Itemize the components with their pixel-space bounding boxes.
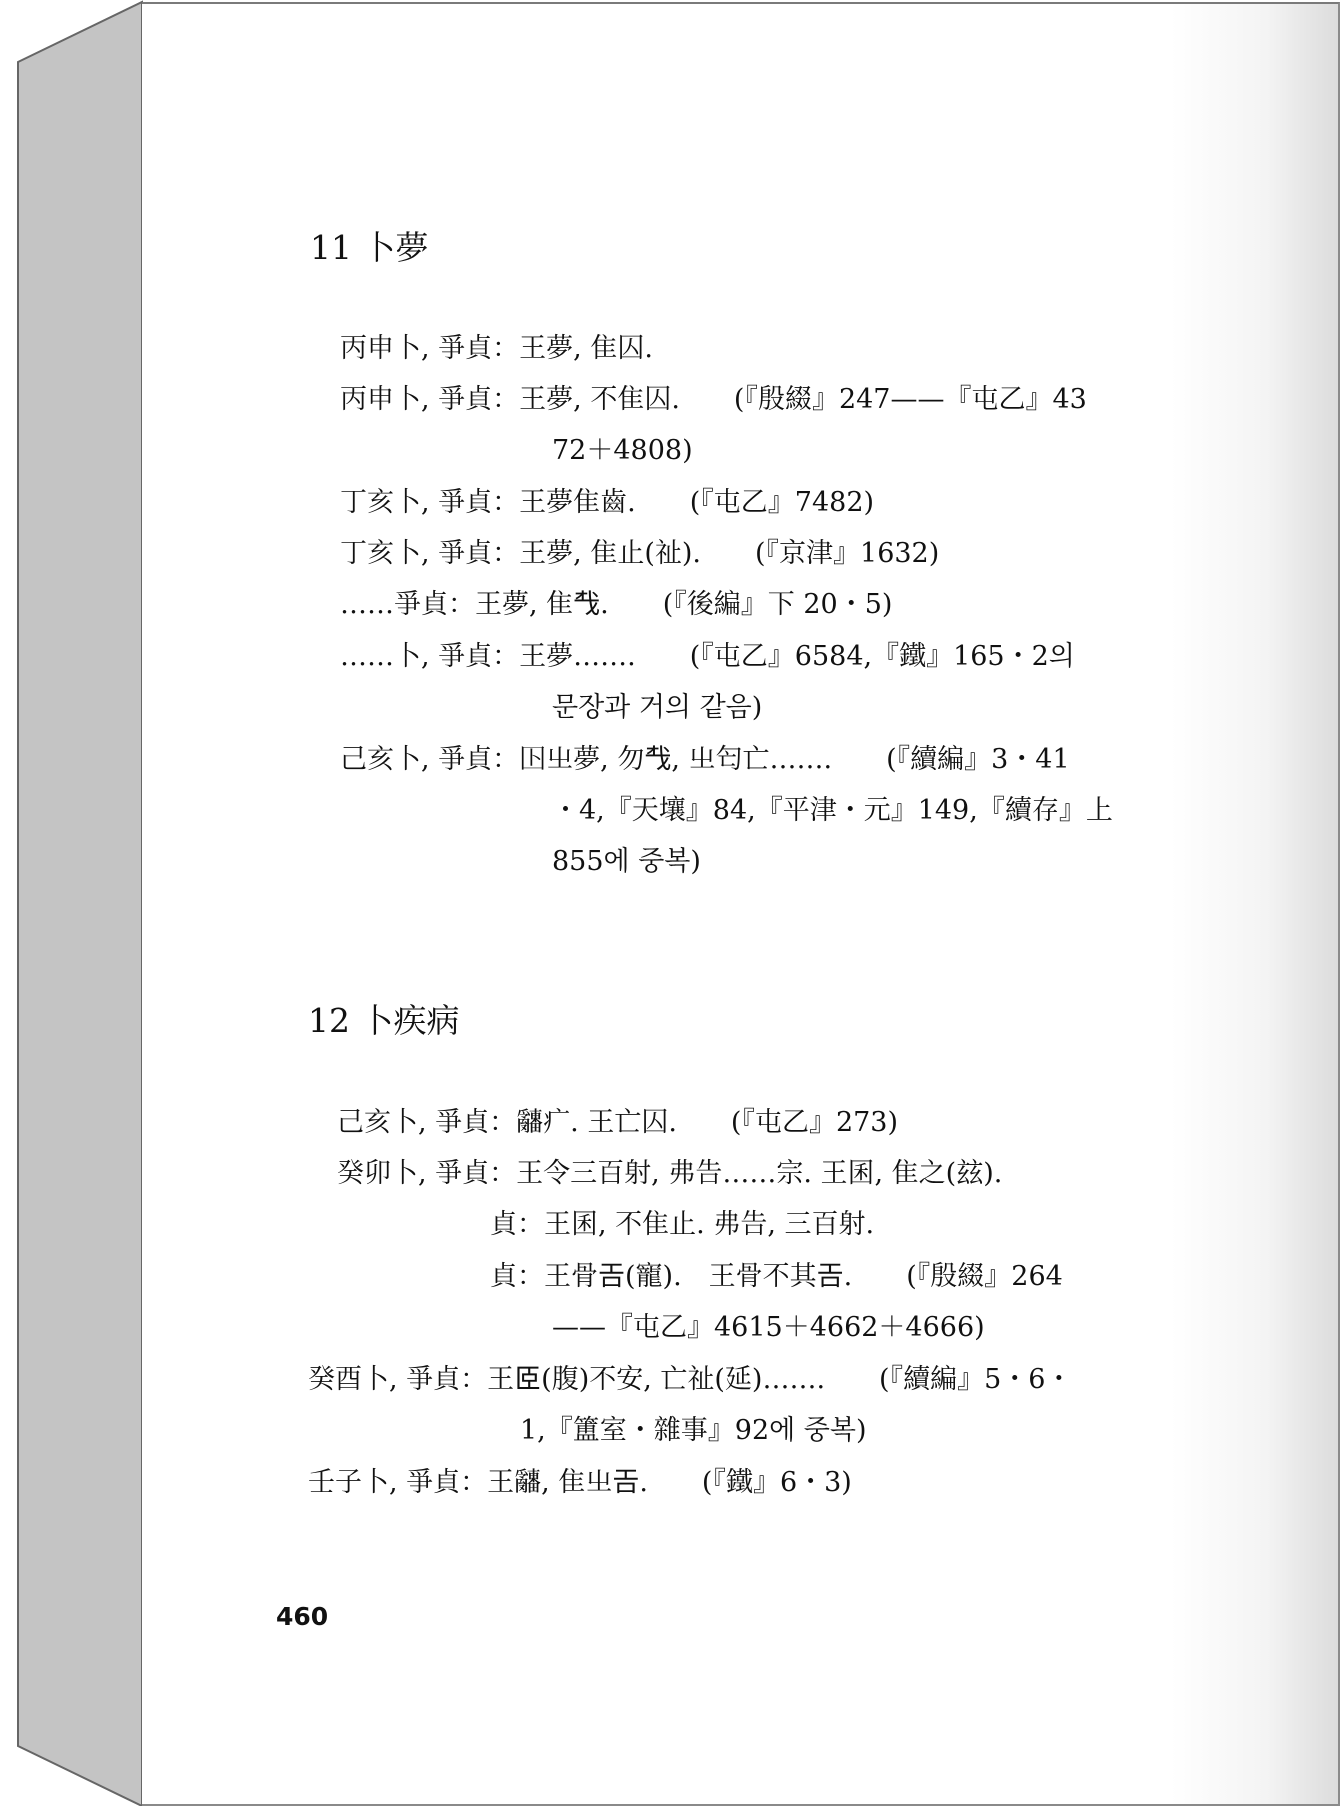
text-line: 貞：王囷, 不隹止. 弗告, 三百射. (490, 1209, 875, 1240)
text-line: 癸卯卜, 爭貞：王令三百射, 弗告……宗. 王囷, 隹之(玆). (337, 1158, 1003, 1189)
text-line: 72＋4808) (552, 435, 693, 466)
text-line: 1,『簠室・雜事』92에 중복) (520, 1415, 867, 1446)
text-line: 문장과 거의 같음) (552, 692, 763, 723)
text-line: ……卜, 爭貞：王夢……. (『屯乙』6584,『鐵』165・2의 (340, 641, 1075, 672)
section-12-heading: 12 卜疾病 (308, 1001, 460, 1040)
text-line: 己亥卜, 爭貞：𡆥㞢夢, 勿𢦔, 㞢匄亡……. (『續編』3・41 (340, 744, 1070, 775)
page-number: 460 (276, 1602, 329, 1631)
text-line: ——『屯乙』4615＋4662＋4666) (552, 1312, 985, 1343)
text-line: 丁亥卜, 爭貞：王夢隹齒. (『屯乙』7482) (340, 487, 875, 518)
text-line: 己亥卜, 爭貞：𤕌疒. 王亡囚. (『屯乙』273) (337, 1107, 899, 1138)
text-line: 丁亥卜, 爭貞：王夢, 隹止(祉). (『京津』1632) (340, 538, 940, 569)
text-line: 丙申卜, 爭貞：王夢, 不隹囚. (『殷綴』247——『屯乙』43 (340, 384, 1087, 415)
section-11-heading: 11 卜夢 (310, 228, 429, 267)
book-page (142, 2, 1340, 1806)
text-line: 癸酉卜, 爭貞：王𦣞(腹)不安, 亡祉(延)……. (『續編』5・6・ (308, 1364, 1073, 1395)
text-line: 貞：王骨𢀛(寵). 王骨不其𢀛. (『殷綴』264 (490, 1261, 1063, 1292)
text-line: 丙申卜, 爭貞：王夢, 隹囚. (340, 333, 653, 364)
text-line: 855에 중복) (552, 846, 701, 877)
text-line: ・4,『天壤』84,『平津・元』149,『續存』上 (552, 795, 1113, 826)
text-line: ……爭貞：王夢, 隹𢦔. (『後編』下 20・5) (340, 589, 893, 620)
text-line: 壬子卜, 爭貞：王𤕌, 隹㞢𢀛. (『鐵』6・3) (308, 1467, 852, 1498)
